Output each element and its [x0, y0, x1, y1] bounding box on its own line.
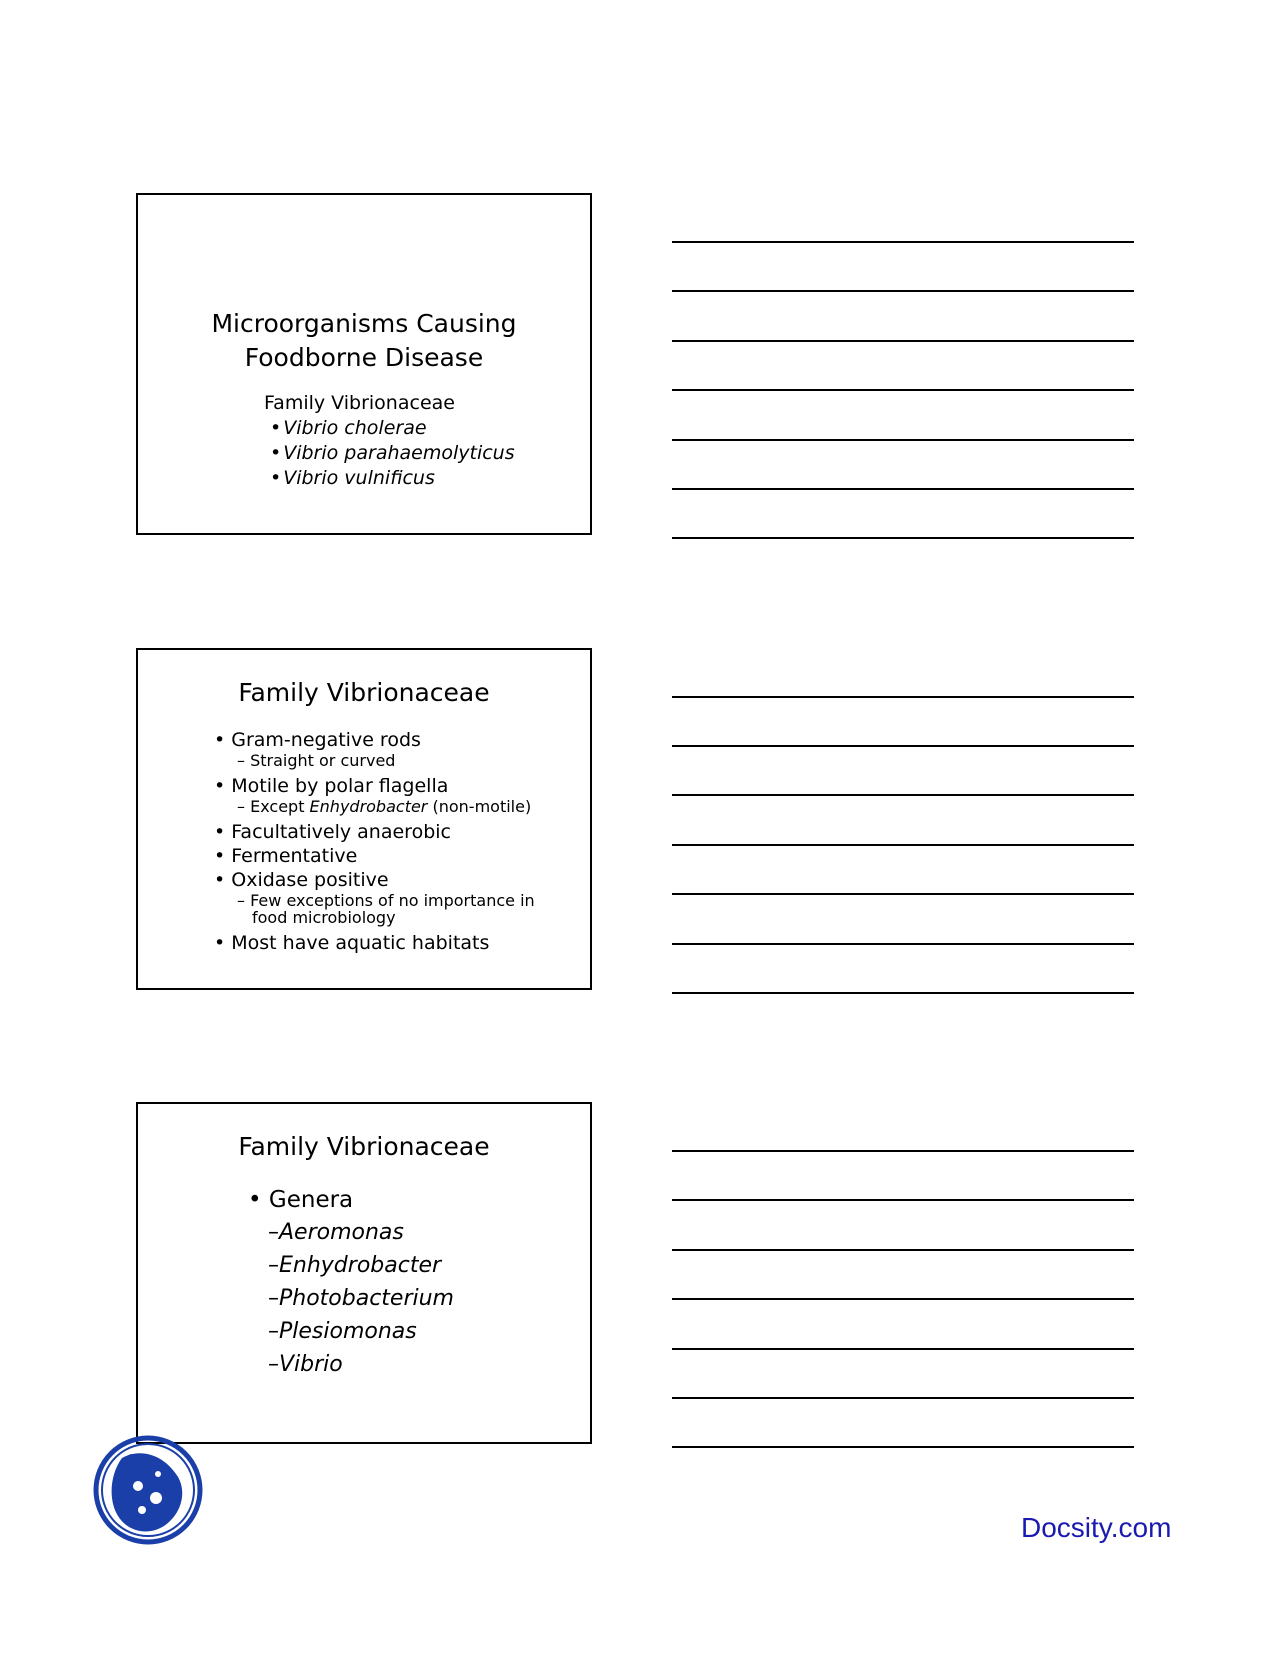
genus-item: –Vibrio [268, 1352, 343, 1377]
genus-item: –Enhydrobacter [268, 1253, 442, 1278]
docsity-brand-link[interactable]: Docsity.com [1021, 1512, 1172, 1543]
genus-item: –Aeromonas [268, 1220, 404, 1245]
note-line [672, 943, 1134, 945]
slide-1-title-line-2: Foodborne Disease [244, 343, 484, 372]
note-line [672, 1298, 1134, 1300]
note-line [672, 389, 1134, 391]
slide-1-subcontent [264, 391, 515, 491]
note-line [672, 1199, 1134, 1201]
slide-2-bullet-list [214, 728, 572, 955]
slide-2 [136, 648, 592, 990]
slide-1-title [138, 307, 590, 375]
slide-3-list [248, 1184, 454, 1381]
genus-item: –Photobacterium [268, 1286, 454, 1311]
note-line [672, 992, 1134, 994]
slide-2-subbullet: – Except Enhydrobacter (non-motile) [237, 797, 532, 816]
note-line [672, 340, 1134, 342]
slide-2-bullet: • Motile by polar flagella [214, 775, 449, 797]
note-line [672, 696, 1134, 698]
slide-1-title-line-1: Microorganisms Causing [211, 309, 517, 338]
genus-item: –Plesiomonas [268, 1319, 417, 1344]
note-line [672, 439, 1134, 441]
note-line [672, 537, 1134, 539]
note-line [672, 844, 1134, 846]
note-line [672, 1397, 1134, 1399]
note-line [672, 1150, 1134, 1152]
slide-3-bullet: • Genera [248, 1187, 354, 1213]
slide-2-bullet: • Oxidase positive [214, 869, 389, 891]
slide-2-bullet: • Most have aquatic habitats [214, 932, 490, 954]
slide-1-bullet: • Vibrio vulnificus [270, 467, 435, 489]
slide-3 [136, 1102, 592, 1444]
docsity-logo-icon[interactable] [92, 1434, 204, 1546]
note-line [672, 241, 1134, 243]
note-line [672, 290, 1134, 292]
note-line [672, 1348, 1134, 1350]
note-line [672, 794, 1134, 796]
slide-2-bullet: • Gram-negative rods [214, 729, 421, 751]
slide-2-subbullet: – Straight or curved [237, 751, 396, 770]
note-line [672, 1446, 1134, 1448]
note-line [672, 745, 1134, 747]
slide-2-title: Family Vibrionaceae [238, 678, 490, 707]
note-line [672, 488, 1134, 490]
slide-2-bullet: • Facultatively anaerobic [214, 821, 451, 843]
slide-1-bullet: • Vibrio parahaemolyticus [270, 442, 515, 464]
note-line [672, 1249, 1134, 1251]
note-line [672, 893, 1134, 895]
slide-1-subheading: Family Vibrionaceae [264, 392, 455, 414]
slide-1-bullet: • Vibrio cholerae [270, 417, 427, 439]
slide-3-title: Family Vibrionaceae [238, 1132, 490, 1161]
slide-2-bullet: • Fermentative [214, 845, 358, 867]
slide-1 [136, 193, 592, 535]
slide-2-subbullet: – Few exceptions of no importance in food microbiology [237, 891, 535, 927]
